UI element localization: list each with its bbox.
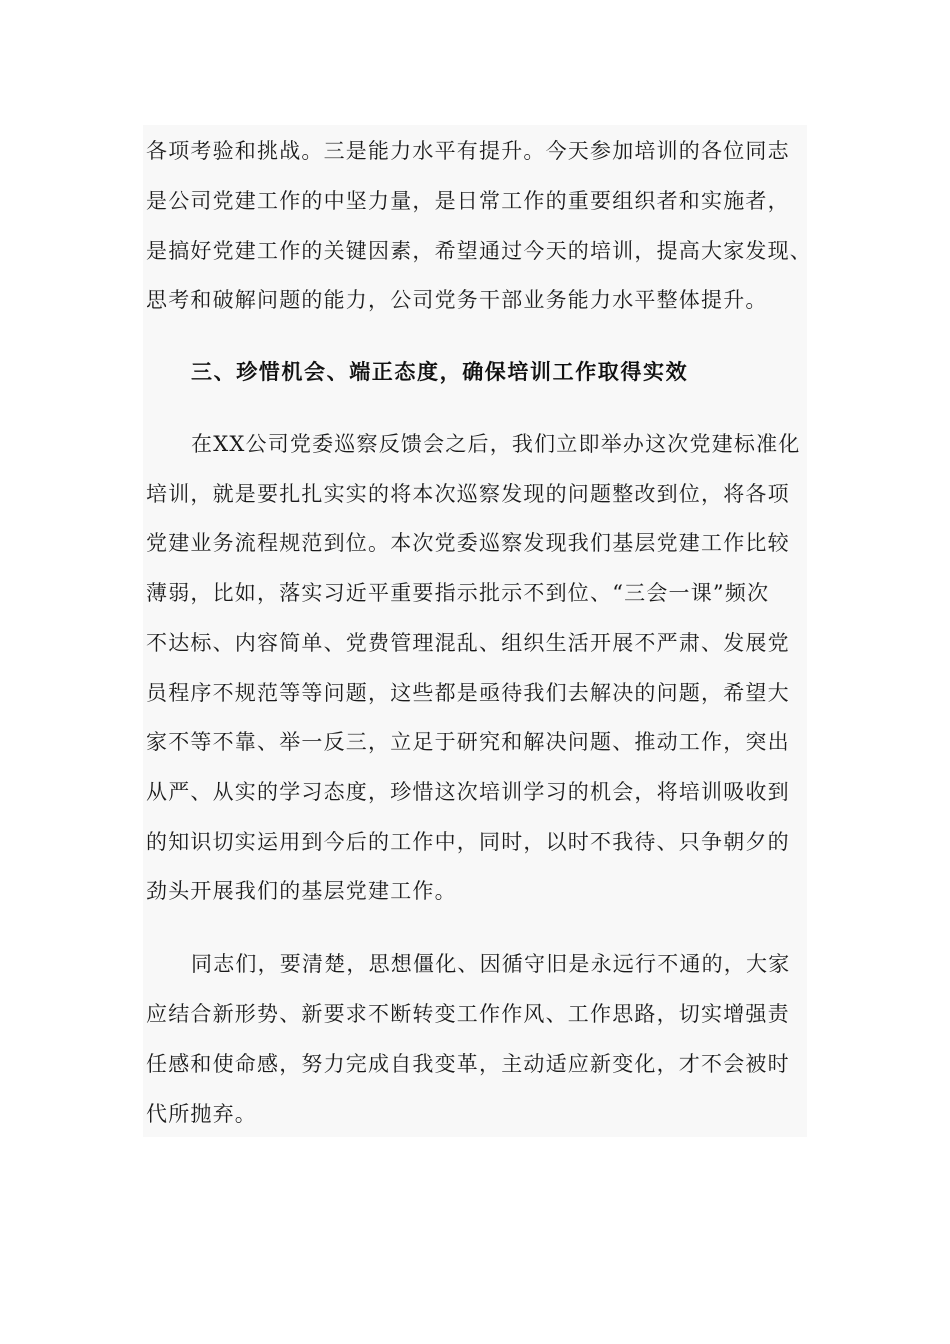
paragraph-line: 劲头开展我们的基层党建工作。 xyxy=(146,879,457,903)
paragraph-line: 薄弱，比如，落实习近平重要指示批示不到位、“三会一课”频次 xyxy=(146,581,770,605)
paragraph-line: 思考和破解问题的能力，公司党务干部业务能力水平整体提升。 xyxy=(146,288,768,312)
paragraph-line: 的知识切实运用到今后的工作中，同时，以时不我待、只争朝夕的 xyxy=(146,830,790,854)
paragraph-line: 员程序不规范等等问题，这些都是亟待我们去解决的问题，希望大 xyxy=(146,681,790,705)
paragraph-line: 从严、从实的学习态度，珍惜这次培训学习的机会，将培训吸收到 xyxy=(146,780,790,804)
paragraph-line: 家不等不靠、举一反三，立足于研究和解决问题、推动工作，突出 xyxy=(146,730,790,754)
paragraph-line: 不达标、内容简单、党费管理混乱、组织生活开展不严肃、发展党 xyxy=(146,631,790,655)
paragraph-line: 是搞好党建工作的关键因素，希望通过今天的培训，提高大家发现、 xyxy=(146,239,812,263)
paragraph-line: 代所抛弃。 xyxy=(146,1102,257,1126)
section-heading: 三、珍惜机会、端正态度，确保培训工作取得实效 xyxy=(191,360,689,384)
paragraph-line: 同志们，要清楚，思想僵化、因循守旧是永远行不通的，大家 xyxy=(191,952,791,976)
document-text-block xyxy=(143,125,812,1137)
paragraph-line: 培训，就是要扎扎实实的将本次巡察发现的问题整改到位，将各项 xyxy=(146,482,790,506)
paragraph-line: 应结合新形势、新要求不断转变工作作风、工作思路，切实增强责 xyxy=(146,1002,790,1026)
paragraph-line: 在XX公司党委巡察反馈会之后，我们立即举办这次党建标准化 xyxy=(191,432,801,456)
paragraph-line: 各项考验和挑战。三是能力水平有提升。今天参加培训的各位同志 xyxy=(146,139,790,163)
paragraph-line: 是公司党建工作的中坚力量，是日常工作的重要组织者和实施者， xyxy=(146,189,790,213)
paragraph-line: 党建业务流程规范到位。本次党委巡察发现我们基层党建工作比较 xyxy=(146,531,790,555)
paragraph-line: 任感和使命感，努力完成自我变革，主动适应新变化，才不会被时 xyxy=(146,1052,790,1076)
